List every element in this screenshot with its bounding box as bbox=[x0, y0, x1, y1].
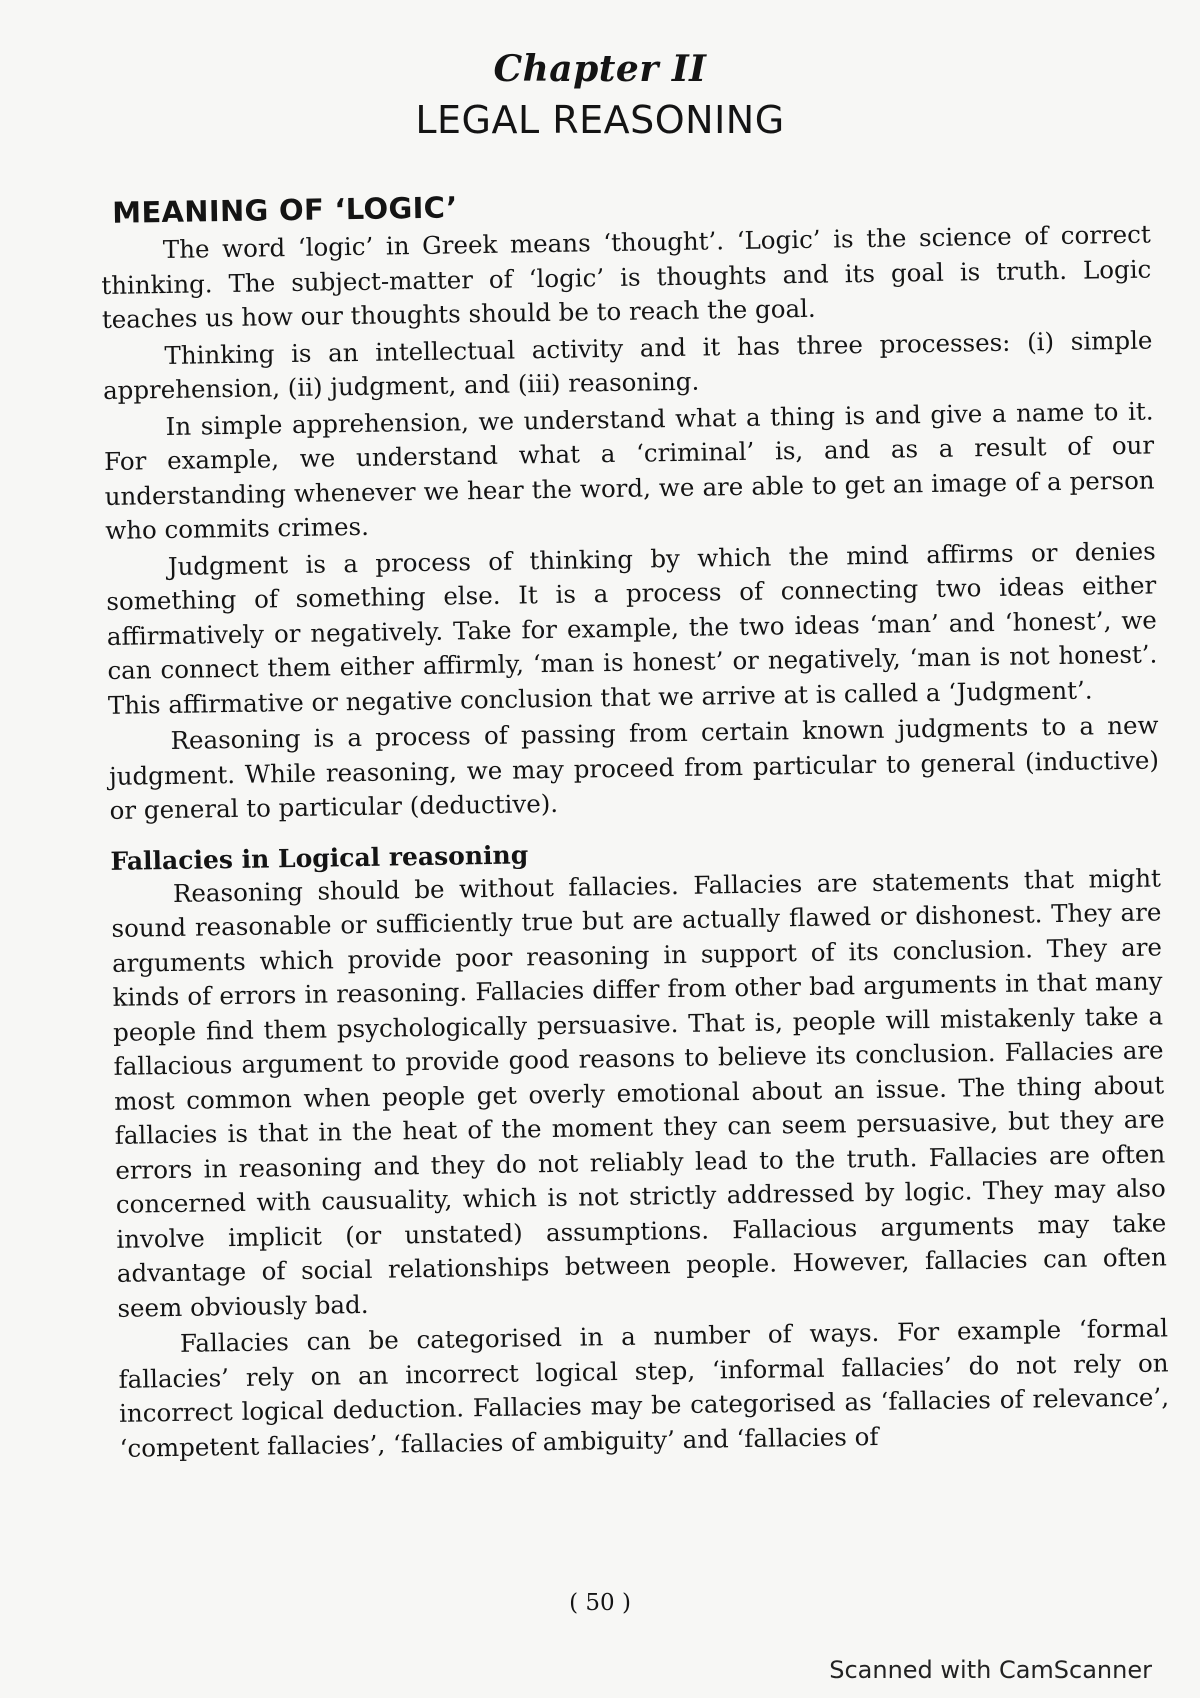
chapter-label: Chapter II bbox=[493, 48, 707, 90]
page-number: ( 50 ) bbox=[569, 1590, 631, 1616]
page-content bbox=[100, 180, 1170, 1468]
paragraph-simple-apprehension: In simple apprehension, we understand what a thing is and give a name to it. For example, we understand what a ‘criminal’ is, and as a result of our understanding whenever we hear the word, we are able to get an image of a person who commits crimes. bbox=[103, 395, 1155, 545]
paragraph-reasoning: Reasoning is a process of passing from certain known judgments to a new judgment. While reasoning, we may proceed from particular to general (inductive) or general to particular (deductive). bbox=[108, 710, 1160, 825]
chapter-title: LEGAL REASONING bbox=[415, 98, 785, 142]
paragraph-fallacies: Reasoning should be without fallacies. Fallacies are statements that might sound reasonable or sufficiently true but are actually flawed or dishonest. They are arguments which provide poor reasoning in support of its conclusion. They are kinds of errors in reasoning. Fallacies differ from other bad arguments in that many people find them psychologically persuasive. That is, people will mistakenly take a fallacious argument to provide good reasons to believe its conclusion. Fallacies are most common when people get overly emotional about an issue. The thing about fallacies is that in the heat of the moment they can seem persuasive, but they are errors in reasoning and they do not reliably lead to the truth. Fallacies are often concerned with causuality, which is not strictly addressed by logic. They may also involve implicit (or unstated) assumptions. Fallacious arguments may take advantage of social relationships between people. However, fallacies can often seem obviously bad. bbox=[111, 862, 1168, 1323]
paragraph-thinking-processes: Thinking is an intellectual activity and it has three processes: (i) simple apprehension, (ii) judgment, and (iii) reasoning. bbox=[102, 324, 1153, 405]
paragraph-judgment: Judgment is a process of thinking by which the mind affirms or denies something of something else. It is a process of connecting two ideas either affirmatively or negatively. Take for example, the two ideas ‘man’ and ‘honest’, we can connect them either affirmly, ‘man is honest’ or negatively, ‘man is not honest’. This affirmative or negative conclusion that we arrive at is called a ‘Judgment’. bbox=[106, 535, 1158, 720]
paragraph-fallacy-categories: Fallacies can be categorised in a number of ways. For example ‘formal fallacies’ rely on an incorrect logical step, ‘informal fallacies’ do not rely on incorrect logical deduction. Fallacies may be categorised as ‘fallacies of relevance’, ‘competent fallacies’, ‘fallacies of ambiguity’ and ‘fallacies of bbox=[118, 1313, 1170, 1463]
paragraph-logic-definition: The word ‘logic’ in Greek means ‘thought’. ‘Logic’ is the science of correct thinking. The subject-matter of ‘logic’ is thoughts and its goal is truth. Logic teaches us how our thoughts should be to reach the goal. bbox=[101, 219, 1152, 334]
scanner-watermark: Scanned with CamScanner bbox=[829, 1656, 1152, 1684]
subsection-heading: Fallacies in Logical reasoning bbox=[110, 839, 529, 876]
section-heading: MEANING OF ‘LOGIC’ bbox=[111, 190, 458, 230]
